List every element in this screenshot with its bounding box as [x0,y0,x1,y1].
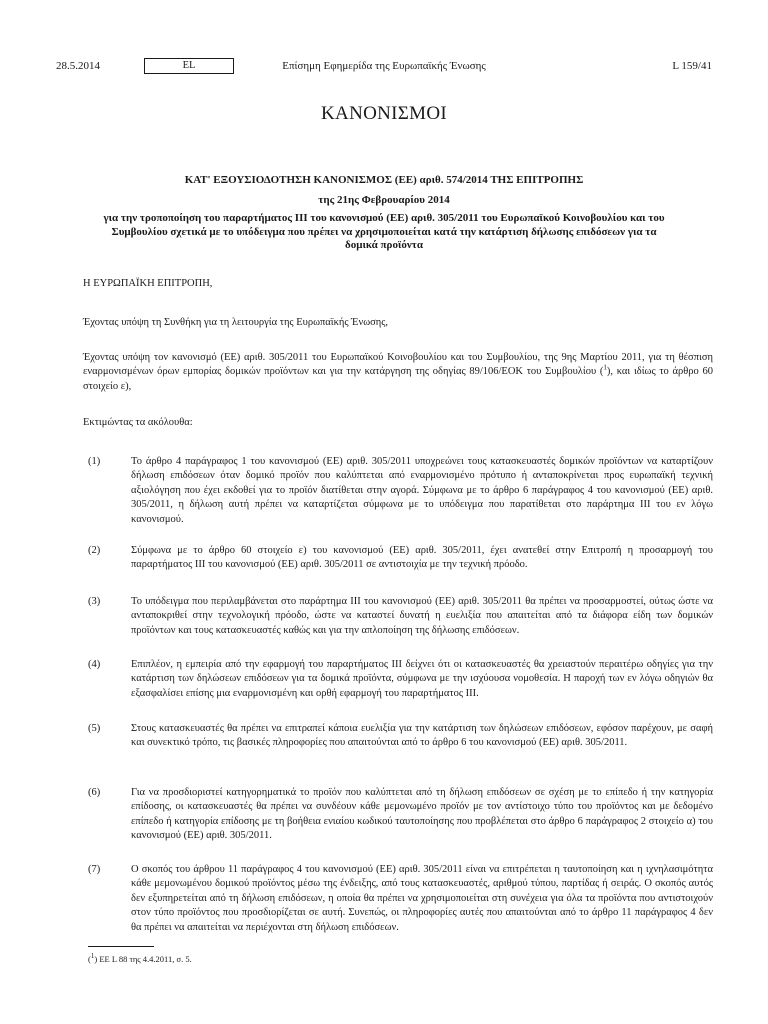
preamble-regulation-text-1: Έχοντας υπόψη τον κανονισμό (ΕΕ) αριθ. 305/2011 του Ευρωπαϊκού Κοινοβουλίου και του Συμβουλίου, της 9ης Μαρτίου 2011, για τη θέσπιση εναρμονισμένων όρων εμπορίας δομικών προϊόντων και για την κατάργηση της οδηγίας 89/106/ΕΟΚ του Συμβουλίου ( [83,352,713,378]
recital-number: (1) [88,456,101,467]
recital-text: Σύμφωνα με το άρθρο 60 στοιχείο ε) του κανονισμού (ΕΕ) αριθ. 305/2011, έχει ανατεθεί στην Επιτροπή η προσαρμογή του παραρτήματος III του κανονισμού (ΕΕ) αριθ. 305/2011 σε αντιστοιχία με την τεχνική πρόοδο. [131,545,713,571]
recital-text: Στους κατασκευαστές θα πρέπει να επιτραπεί κάποια ευελιξία για την κατάρτιση των δηλώσεων επιδόσεων, εφόσον παρέχουν, με σαφή και συνεκτικό τρόπο, τις βασικές πληροφορίες που απαιτούνται από το άρθρο 6 του κανονισμού (ΕΕ) αριθ. 305/2011. [131,723,713,749]
recital-number: (7) [88,864,101,875]
preamble-regulation-text-2: ), και ιδίως το άρθρο 60 στοιχείο ε), [83,366,713,392]
regulation-subject: για την τροποποίηση του παραρτήματος III του κανονισμού (ΕΕ) αριθ. 305/2011 του Ευρωπαϊκού Κοινοβουλίου και του Συμβουλίου σχετικά με το υπόδειγμα που πρέπει να χρησιμοποιείται κατά την κατάρτιση δήλωσης επιδόσεων για τα δομικά προϊόντα [103,212,665,251]
preamble-commission: Η ΕΥΡΩΠΑΪΚΗ ΕΠΙΤΡΟΠΗ, [83,278,213,289]
recital-number: (4) [88,659,101,670]
regulation-date: της 21ης Φεβρουαρίου 2014 [318,194,450,206]
publication-date: 28.5.2014 [56,60,100,72]
recital-number: (3) [88,596,101,607]
regulation-title: ΚΑΤ' ΕΞΟΥΣΙΟΔΟΤΗΣΗ ΚΑΝΟΝΙΣΜΟΣ (ΕΕ) αριθ. 574/2014 ΤΗΣ ΕΠΙΤΡΟΠΗΣ [184,174,584,186]
preamble-regulation-reference [83,351,713,394]
footnote-reference[interactable]: 1 [603,363,607,372]
section-title: ΚΑΝΟΝΙΣΜΟΙ [321,103,447,124]
footnote-marker: 1 [90,952,95,961]
recital-number: (2) [88,545,101,556]
recital-text: Για να προσδιοριστεί κατηγορηματικά το προϊόν που καλύπτεται από τη δήλωση επιδόσεων σε σχέση με το επίπεδο ή την κατηγορία επίδοσης, οι κατασκευαστές θα πρέπει να συνδέουν κάθε μεμονωμένο προϊόν με τον αντίστοιχο τύπο του προϊόντος και με δεδομένο επίπεδο ή κατηγορία επίδοσης με τη βοήθεια ενιαίου κωδικού ταυτοποίησης που προβλέπεται στο άρθρο 6 παράγραφος 2 στοιχείο α) του κανονισμού (ΕΕ) αριθ. 305/2011. [131,787,713,842]
footnote-text: ΕΕ L 88 της 4.4.2011, σ. 5. [99,954,192,964]
preamble-whereas: Εκτιμώντας τα ακόλουθα: [83,417,193,428]
footnote-separator [88,946,154,947]
footnote: ($^1$) ΕΕ L 88 της 4.4.2011, σ. 5. [88,952,192,964]
recital-text: Ο σκοπός του άρθρου 11 παράγραφος 4 του κανονισμού (ΕΕ) αριθ. 305/2011 είναι να επιτρέπεται η ταυτοποίηση και η ιχνηλασιμότητα κάθε μεμονωμένου δομικού προϊόντος μέσω της ένδειξης, από τους κατασκευαστές, αριθμού τύπου, παρτίδας ή σειράς. Ο σκοπός αυτός δεν εξυπηρετείται από τη δήλωση επιδόσεων, η οποία θα πρέπει να χρησιμοποιείται στη συνέχεια για όλα τα προϊόντα που αντιστοιχούν στον τύπο προϊόντος που προσδιορίζεται σε αυτή. Συνεπώς, οι πληροφορίες αυτές που απαιτούνται από το άρθρο 11 παράγραφος 4 δεν θα πρέπει να απαιτείται να περιέχονται στη δήλωση επιδόσεων. [131,864,713,933]
recital-number: (6) [88,787,101,798]
journal-reference: L 159/41 [672,60,712,72]
recital-number: (5) [88,723,101,734]
recital-text: Το υπόδειγμα που περιλαμβάνεται στο παράρτημα III του κανονισμού (ΕΕ) αριθ. 305/2011 θα πρέπει να προσαρμοστεί, ούτως ώστε να ανταποκριθεί στην τεχνολογική πρόοδο, ώστε να καταστεί δυνατή η ευελιξία που απαιτείται από τα διάφορα είδη των δομικών προϊόντων και τους κατασκευαστές καθώς και για την απλοποίηση της δήλωσης επιδόσεων. [131,596,713,636]
language-code-box: EL [144,58,234,74]
journal-title: Επίσημη Εφημερίδα της Ευρωπαϊκής Ένωσης [282,60,486,72]
preamble-treaty: Έχοντας υπόψη τη Συνθήκη για τη λειτουργία της Ευρωπαϊκής Ένωσης, [83,317,389,328]
page-header [56,58,712,76]
recital-text: Το άρθρο 4 παράγραφος 1 του κανονισμού (ΕΕ) αριθ. 305/2011 υποχρεώνει τους κατασκευαστές δομικών προϊόντων να καταρτίζουν δήλωση επιδόσεων όταν δομικό προϊόν που καλύπτεται από εναρμονισμένο πρότυπο ή ανταποκρίνεται προς ευρωπαϊκή τεχνική αξιολόγηση που έχει εκδοθεί για το προϊόν διατίθεται στην αγορά. Σύμφωνα με το άρθρο 6 παράγραφος 4 του κανονισμού (ΕΕ) αριθ. 305/2011, η δήλωση αυτή πρέπει να καταρτίζεται σύμφωνα με το υπόδειγμα που παρατίθεται στο παράρτημα III του εν λόγω κανονισμού. [131,456,713,525]
recital-text: Επιπλέον, η εμπειρία από την εφαρμογή του παραρτήματος III δείχνει ότι οι κατασκευαστές θα χρειαστούν περαιτέρω οδηγίες για την κατάρτιση των δηλώσεων επιδόσεων για τα δομικά προϊόντα, σύμφωνα με την ισχύουσα νομοθεσία. Η παροχή των εν λόγω οδηγιών θα εξασφαλίσει επίσης μια εναρμονισμένη και ορθή εφαρμογή του παραρτήματος III. [131,659,713,699]
